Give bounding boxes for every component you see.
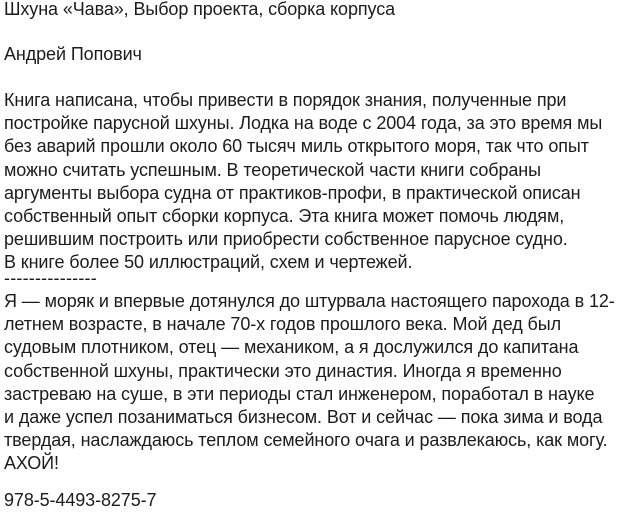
bio-line: судовым плотником, отец — механиком, а я дослужился до капитана [4, 337, 579, 358]
section-separator: --------------- [4, 268, 97, 288]
bio-line: собственной шхуны, практически это династия. Иногда я временно [4, 360, 562, 381]
description-line: решившим построить или приобрести собственное парусное судно. [4, 229, 568, 250]
description-line: В книге более 50 иллюстраций, схем и чертежей. [4, 252, 413, 273]
book-author: Андрей Попович [4, 44, 142, 64]
description-line: постройке парусной шхуны. Лодка на воде с 2004 года, за это время мы [4, 113, 603, 134]
book-title: Шхуна «Чава», Выбор проекта, сборка корпуса [4, 0, 396, 19]
description-line: аргументы выбора судна от практиков-профи, в практической описан [4, 182, 581, 203]
isbn-number: 978-5-4493-8275-7 [4, 490, 157, 510]
description-line: собственный опыт сборки корпуса. Эта книга может помочь людям, [4, 206, 565, 227]
description-line: без аварий прошли около 60 тысяч миль открытого моря, так что опыт [4, 136, 589, 157]
bio-line: застреваю на суше, в эти периоды стал инженером, поработал в науке [4, 383, 595, 404]
author-bio [4, 290, 615, 476]
bio-line: летнем возрасте, в начале 70-х годов прошлого века. Мой дед был [4, 314, 561, 335]
description-line: Книга написана, чтобы привести в порядок знания, полученные при [4, 90, 567, 110]
description-line: можно считать успешным. В теоретической части книги собраны [4, 159, 541, 180]
bio-line: АХОЙ! [4, 453, 59, 474]
bio-line: твердая, наслаждаюсь теплом семейного очага и развлекаюсь, как могу. [4, 430, 608, 451]
book-description [4, 89, 602, 275]
bio-line: и даже успел позаниматься бизнесом. Вот и сейчас — пока зима и вода [4, 407, 603, 428]
bio-line: Я — моряк и впервые дотянулся до штурвала настоящего парохода в 12- [4, 291, 615, 311]
